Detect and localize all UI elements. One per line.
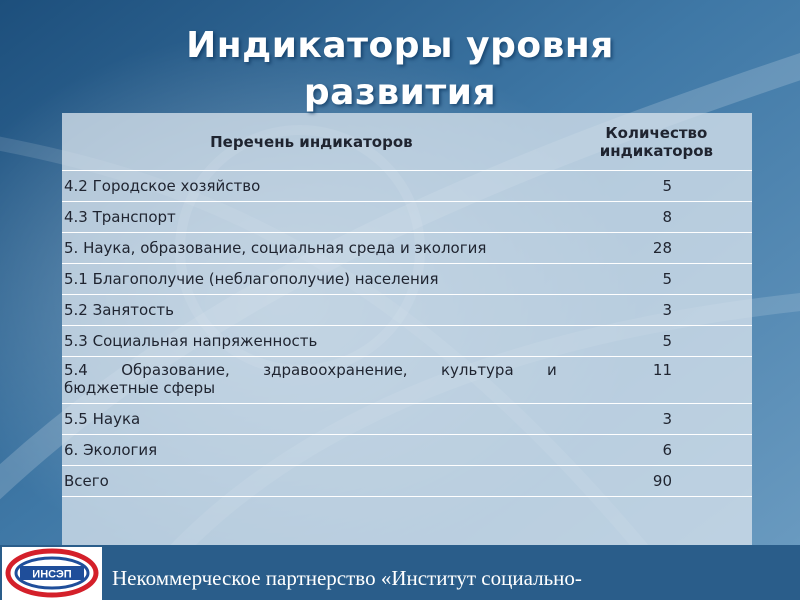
- table-row: [62, 357, 752, 404]
- row-name: 4.2 Городское хозяйство: [62, 171, 561, 202]
- insep-logo: [2, 547, 102, 600]
- row-name: 5.2 Занятость: [62, 295, 561, 326]
- row-count: 28: [561, 233, 752, 264]
- table-row: [62, 233, 752, 264]
- row-count: 6: [561, 435, 752, 466]
- logo-text: ИНСЭП: [32, 568, 72, 581]
- row-count: 3: [561, 295, 752, 326]
- header-indicator-list: Перечень индикаторов: [62, 113, 561, 171]
- table-row: [62, 326, 752, 357]
- row-name-line2: бюджетные сферы: [64, 379, 216, 397]
- row-name: 5.5 Наука: [62, 404, 561, 435]
- table-row: [62, 202, 752, 233]
- row-name-line1: 5.4 Образование, здравоохранение, культура и: [64, 361, 557, 379]
- slide-title-line1: Индикаторы уровня: [186, 25, 614, 66]
- row-name: Всего: [62, 466, 561, 497]
- row-name: 5.1 Благополучие (неблагополучие) населения: [62, 264, 561, 295]
- slide-title: [0, 22, 800, 116]
- table-row: [62, 264, 752, 295]
- row-count: 3: [561, 404, 752, 435]
- row-name: 4.3 Транспорт: [62, 202, 561, 233]
- table-row: [62, 404, 752, 435]
- row-count: 90: [561, 466, 752, 497]
- table-header-row: [62, 113, 752, 171]
- row-name: [62, 357, 561, 404]
- row-count: 11: [561, 357, 752, 404]
- table-row: [62, 295, 752, 326]
- slide-title-line2: развития: [303, 72, 497, 113]
- row-name: 6. Экология: [62, 435, 561, 466]
- table-row-total: [62, 466, 752, 497]
- footer-text: Некоммерческое партнерство «Институт социально-: [112, 566, 582, 590]
- table-row: [62, 435, 752, 466]
- row-name: 5.3 Социальная напряженность: [62, 326, 561, 357]
- row-count: 5: [561, 264, 752, 295]
- row-name: 5. Наука, образование, социальная среда и экология: [62, 233, 561, 264]
- header-indicator-count: Количество индикаторов: [561, 113, 752, 171]
- row-count: 5: [561, 326, 752, 357]
- row-count: 8: [561, 202, 752, 233]
- table-row: [62, 171, 752, 202]
- row-count: 5: [561, 171, 752, 202]
- indicators-table: [62, 113, 752, 497]
